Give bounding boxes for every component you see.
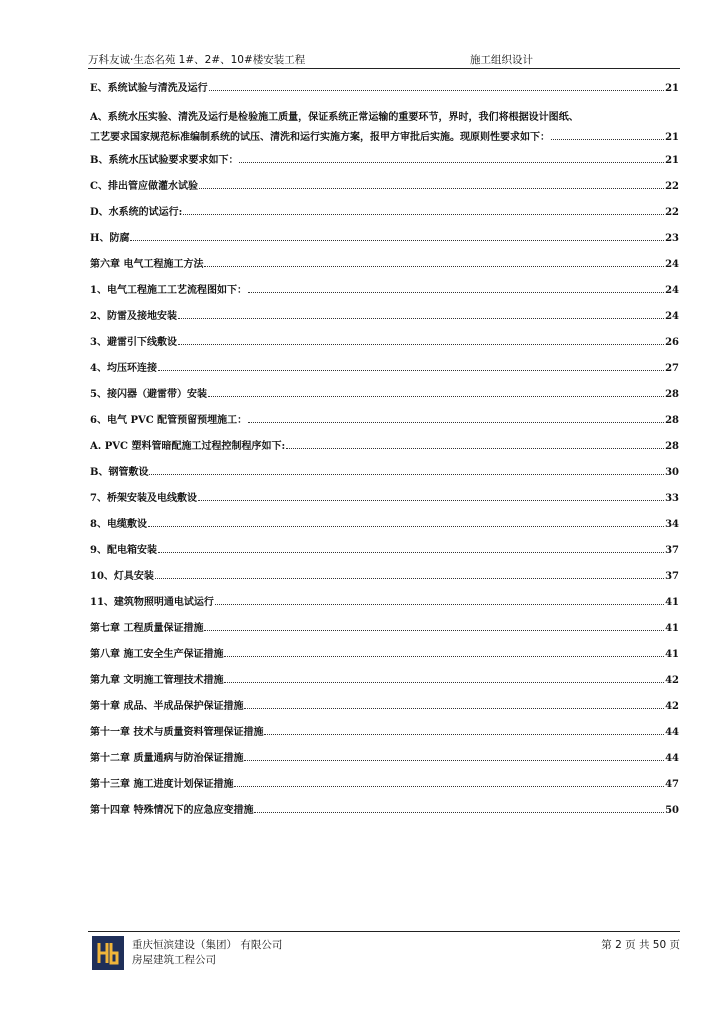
toc-entry[interactable] [90,388,679,401]
toc-entry-title: 第七章 工程质量保证措施 [90,623,204,634]
toc-entry-page: 37 [665,571,679,582]
toc-entry-title: D、水系统的试运行: [90,207,183,218]
toc-entry[interactable] [90,336,679,349]
toc-entry-page: 23 [665,233,679,244]
toc-entry[interactable] [90,596,679,609]
toc-leader-dots [551,139,664,140]
toc-entry-title: B、系统水压试验要求要求如下： [90,155,239,166]
toc-entry-title: 第九章 文明施工管理技术措施 [90,675,224,686]
toc-entry[interactable] [90,284,679,297]
toc-entry[interactable] [90,726,679,739]
toc-leader-dots [244,708,664,709]
toc-entry[interactable] [90,700,679,713]
toc-entry-title: 第十四章 特殊情况下的应急应变措施 [90,805,254,816]
toc-entry-page: 41 [665,623,679,634]
toc-entry[interactable] [90,362,679,375]
toc-leader-dots [248,422,664,423]
toc-leader-dots [234,786,664,787]
toc-entry-title: H、防腐 [90,233,130,244]
toc-entry-title-line1: A、系统水压实验、清洗及运行是检验施工质量，保证系统正常运输的重要环节，界时，我们将根据设计图纸、 [90,112,579,123]
toc-entry[interactable] [90,778,679,791]
toc-entry[interactable] [90,804,679,817]
toc-leader-dots [239,162,664,163]
header-doc-type: 施工组织设计 [470,54,533,66]
toc-entry-page: 42 [665,675,679,686]
toc-entry-page: 44 [665,727,679,738]
toc-entry-title: 6、电气 PVC 配管预留预埋施工： [90,415,248,426]
toc-entry-page: 37 [665,545,679,556]
toc-entry[interactable] [90,180,679,193]
toc-leader-dots [215,604,664,605]
toc-entry[interactable] [90,648,679,661]
toc-entry-title: 9、配电箱安装 [90,545,157,556]
toc-entry-page: 24 [665,285,679,296]
toc-leader-dots [198,500,664,501]
toc-entry-page: 41 [665,649,679,660]
toc-leader-dots [224,656,664,657]
toc-entry-title: C、排出管应做灌水试验 [90,181,198,192]
toc-entry[interactable] [90,544,679,557]
toc-leader-dots [148,526,664,527]
toc-entry[interactable] [90,82,679,95]
toc-leader-dots [209,90,664,91]
toc-entry-title: 3、避雷引下线敷设 [90,337,177,348]
toc-leader-dots [155,578,664,579]
toc-entry[interactable] [90,674,679,687]
toc-entry-title: 工艺要求国家规范标准编制系统的试压、清洗和运行实施方案，报甲方审批后实施。现原则性要求如下： [90,132,550,143]
toc-entry-page: 28 [665,441,679,452]
toc-entry-title: 4、均压环连接 [90,363,157,374]
toc-leader-dots [178,318,664,319]
toc-entry-title: 5、接闪器（避雷带）安装 [90,389,207,400]
toc-entry[interactable] [90,310,679,323]
toc-entry-page: 44 [665,753,679,764]
toc-entry-page: 21 [665,132,679,143]
toc-leader-dots [183,214,664,215]
toc-entry-title: 第十三章 施工进度计划保证措施 [90,779,234,790]
toc-entry[interactable] [90,440,679,453]
toc-entry-page: 33 [665,493,679,504]
hb-monogram-logo-icon [92,936,124,970]
toc-leader-dots [204,266,664,267]
footer-divider [88,931,680,932]
toc-entry-page: 22 [665,207,679,218]
toc-entry-title: 第十章 成品、半成品保护保证措施 [90,701,244,712]
toc-entry[interactable] [90,570,679,583]
toc-entry-title: 7、桥架安装及电线敷设 [90,493,197,504]
toc-entry[interactable] [90,258,679,271]
toc-entry-title: 第十二章 质量通病与防治保证措施 [90,753,244,764]
toc-leader-dots [264,734,664,735]
toc-entry[interactable] [90,232,679,245]
toc-leader-dots [158,370,664,371]
toc-entry-page: 28 [665,389,679,400]
header-project-title: 万科友诚·生态名苑 1#、2#、10#楼安装工程 [88,54,306,66]
footer-company-name: 重庆恒滨建设（集团） 有限公司 [132,939,283,951]
toc-entry[interactable] [90,414,679,427]
toc-entry[interactable] [90,492,679,505]
toc-leader-dots [286,448,664,449]
toc-entry-page: 26 [665,337,679,348]
toc-leader-dots [248,292,664,293]
toc-entry[interactable] [90,206,679,219]
toc-entry-page: 30 [665,467,679,478]
toc-leader-dots [178,344,664,345]
toc-entry-page: 50 [665,805,679,816]
toc-entry-title: B、钢管敷设 [90,467,149,478]
page-header [88,52,680,69]
footer-company-division: 房屋建筑工程公司 [132,954,216,966]
toc-entry[interactable] [90,154,679,167]
toc-entry-page: 28 [665,415,679,426]
toc-entry-page: 21 [665,83,679,94]
toc-leader-dots [158,552,664,553]
toc-leader-dots [208,396,664,397]
toc-leader-dots [149,474,664,475]
toc-entry[interactable] [90,752,679,765]
footer-page-number: 第 2 页 共 50 页 [601,939,680,951]
toc-leader-dots [199,188,664,189]
toc-entry-page: 41 [665,597,679,608]
toc-leader-dots [130,240,664,241]
toc-entry-page: 47 [665,779,679,790]
toc-entry-page: 34 [665,519,679,530]
toc-entry-page: 27 [665,363,679,374]
toc-entry[interactable] [90,518,679,531]
toc-entry[interactable] [90,622,679,635]
toc-entry-page: 21 [665,155,679,166]
toc-leader-dots [204,630,664,631]
toc-entry-title: A. PVC 塑料管暗配施工过程控制程序如下: [90,441,286,452]
toc-entry-title: 第八章 施工安全生产保证措施 [90,649,224,660]
toc-entry-title: 第十一章 技术与质量资料管理保证措施 [90,727,264,738]
toc-leader-dots [244,760,664,761]
toc-leader-dots [224,682,664,683]
toc-entry-page: 42 [665,701,679,712]
toc-leader-dots [254,812,664,813]
toc-entry-page: 24 [665,259,679,270]
toc-entry[interactable] [90,108,679,148]
toc-entry-page: 22 [665,181,679,192]
toc-entry-page: 24 [665,311,679,322]
toc-entry-title: 11、建筑物照明通电试运行 [90,597,214,608]
toc-entry-title: 1、电气工程施工工艺流程图如下： [90,285,247,296]
toc-entry[interactable] [90,466,679,479]
toc-entry-title: 10、灯具安装 [90,571,154,582]
toc-entry-title: 第六章 电气工程施工方法 [90,259,204,270]
toc-entry-title: 2、防雷及接地安装 [90,311,177,322]
toc-entry-title: 8、电缆敷设 [90,519,147,530]
toc-entry-title: E、系统试验与清洗及运行 [90,83,208,94]
